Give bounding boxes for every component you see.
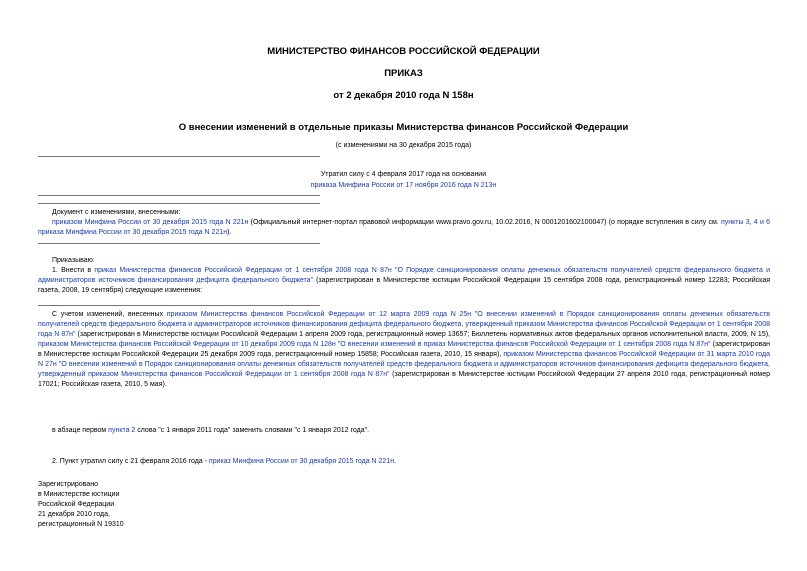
date-number-heading: от 2 декабря 2010 года N 158н (333, 90, 474, 101)
para-prefix: в абзаце первом (52, 427, 109, 434)
item-1-suffix: (зарегистрирован в Министерстве юстиции Российской Федерации 15 сентября 2008 года, регистрационный номер 12283; Российская газета, 2008, 19 сентября) следующие изменения: (38, 277, 771, 294)
separator-line (38, 156, 320, 157)
ministry-heading: МИНИСТЕРСТВО ФИНАНСОВ РОССИЙСКОЙ ФЕДЕРАЦИИ (267, 46, 540, 57)
changes-text-2: , (749, 219, 754, 226)
changes-intro: Документ с изменениями, внесенными: (52, 209, 181, 216)
document-title: О внесении изменений в отдельные приказы Министерства финансов Российской Федерации (178, 122, 629, 133)
note-text-2: (зарегистрирован в Министерстве юстиции Российской Федерации 25 декабря 2009 года, регистрационный номер 15858; Российская газета, 2010, 15 января), (38, 341, 770, 358)
para-suffix: слова "с 1 января 2011 года" заменить словами "с 1 января 2012 года". (135, 427, 370, 434)
changes-link-1[interactable]: приказом Минфина России от 30 декабря 2015 года N 221н (52, 219, 249, 226)
note-link-1[interactable]: приказом Министерства финансов Российской Федерации от 12 марта 2009 года N 25н "О внесении изменений в Порядок санкционирования оплаты денежных обязательств получателей средств федерального бюджета и администраторов источников финансирования дефицита федерального бюджета, утвержденный приказом Министерства финансов Российской Федерации от 1 сентября 2008 года N 87н" (38, 311, 770, 338)
note-suffix: (зарегистрирован в Министерстве юстиции Российской Федерации 27 апреля 2010 года, регистрационный номер 17021; Российская газета, 2010, 5 мая). (38, 371, 770, 388)
doc-type-heading: ПРИКАЗ (384, 68, 423, 79)
changes-link-2[interactable]: пункты 3 (721, 219, 750, 226)
separator-line (38, 243, 320, 244)
separator-line (38, 203, 320, 204)
item-2-link[interactable]: приказ Минфина России от 30 декабря 2015 года N 221н (208, 458, 395, 465)
changes-text-1: (Официальный интернет-портал правовой информации www.pravo.gov.ru, 10.02.2016, N 0001201602100047) (о порядке вступления в силу см. (248, 219, 721, 226)
amendment-note (38, 310, 770, 390)
changes-paragraph (38, 218, 770, 238)
item-1-prefix: 1. Внести в (52, 267, 95, 274)
order-word: Приказываю: (52, 257, 95, 264)
changes-text-3: ). (227, 229, 232, 236)
registration-line: регистрационный N 19310 (38, 521, 124, 528)
note-link-3[interactable]: приказом Министерства финансов Российской Федерации от 31 марта 2010 года N 27н "О внесении изменений в Порядок санкционирования оплаты денежных обязательств получателей средств федерального бюджета и администраторов источников финансирования дефицита федерального бюджета, утвержденный приказом Министерства финансов Российской Федерации от 1 сентября 2008 года N 87н" (38, 351, 770, 378)
para-link[interactable]: пункта 2 (108, 427, 136, 434)
item-2-suffix: . (394, 458, 397, 465)
registration-line: 21 декабря 2010 года, (38, 511, 110, 518)
item-2 (52, 457, 396, 467)
validity-text: Утратил силу с 4 февраля 2017 года на основании (320, 171, 487, 178)
registration-line: в Министерстве юстиции (38, 491, 120, 498)
registration-line: Российской Федерации (38, 501, 115, 508)
separator-line (38, 195, 320, 196)
item-1 (38, 266, 770, 296)
separator-line (38, 305, 320, 306)
validity-link[interactable]: приказа Минфина России от 17 ноября 2016 года N 213н (310, 182, 497, 189)
note-link-2[interactable]: приказом Министерства финансов Российской Федерации от 10 декабря 2009 года N 128н "О внесении изменений в приказ Министерства финансов Российской Федерации от 1 сентября 2008 года N 87н" (38, 341, 711, 348)
registration-block (38, 480, 124, 530)
amended-note: (с изменениями на 30 декабря 2015 года) (335, 142, 472, 149)
registration-line: Зарегистрировано (38, 481, 98, 488)
note-prefix: С учетом изменений, внесенных (52, 311, 167, 318)
item-1-link[interactable]: приказ Министерства финансов Российской Федерации от 1 сентября 2008 года N 87н "О Порядке санкционирования оплаты денежных обязательств получателей средств федерального бюджета и администраторов источников финансирования дефицита федерального бюджета" (38, 267, 770, 284)
paragraph-amendment (52, 426, 369, 436)
note-text-1: (зарегистрирован в Министерстве юстиции Российской Федерации 1 апреля 2009 года, регистрационный номер 13657; Бюллетень нормативных актов федеральных органов исполнительной власти, 2009, N 15), (75, 331, 770, 338)
changes-link-3[interactable]: 4 и 6 приказа Минфина России от 30 декабря 2015 года N 221н (38, 219, 771, 236)
item-2-prefix: 2. Пункт утратил силу с 21 февраля 2016 года - (52, 458, 209, 465)
